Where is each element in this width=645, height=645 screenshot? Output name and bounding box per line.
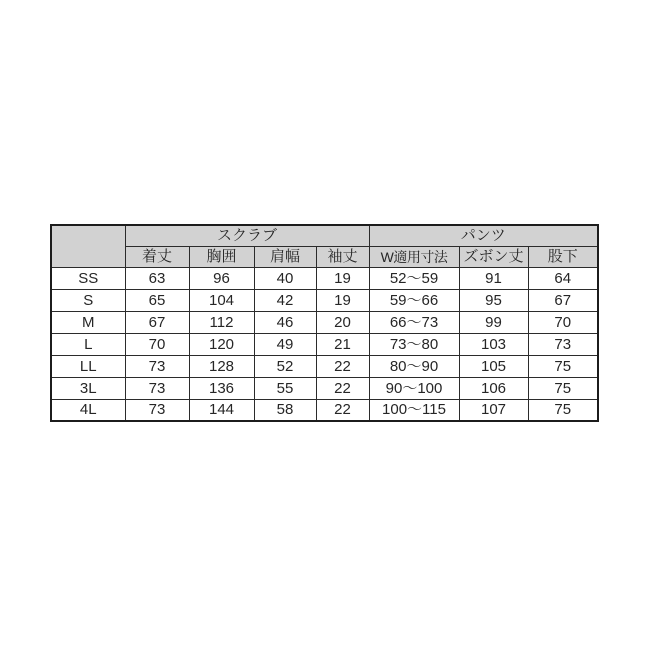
table-cell: 103	[459, 333, 528, 355]
table-cell: 46	[254, 311, 316, 333]
table-cell: 67	[125, 311, 189, 333]
table-cell: 75	[528, 399, 598, 421]
column-header-kyoui: 胸囲	[189, 246, 254, 267]
size-spec-table	[50, 224, 599, 422]
table-cell: 40	[254, 267, 316, 289]
table-cell: 42	[254, 289, 316, 311]
table-cell: 67	[528, 289, 598, 311]
table-cell: 70	[528, 311, 598, 333]
column-header-w-range: W適用寸法	[369, 246, 459, 267]
table-cell: 49	[254, 333, 316, 355]
table-cell: 58	[254, 399, 316, 421]
table-cell: 59〜66	[369, 289, 459, 311]
table-cell: 66〜73	[369, 311, 459, 333]
table-cell: 73〜80	[369, 333, 459, 355]
table-cell: 107	[459, 399, 528, 421]
column-header-kitake: 着丈	[125, 246, 189, 267]
table-cell: 22	[316, 355, 369, 377]
table-cell: 70	[125, 333, 189, 355]
table-cell: 104	[189, 289, 254, 311]
table-body	[51, 267, 598, 421]
column-header-sodetake: 袖丈	[316, 246, 369, 267]
table-row	[51, 399, 598, 421]
group-header-scrub: スクラブ	[125, 225, 369, 246]
column-header-zubontake: ズボン丈	[459, 246, 528, 267]
table-cell: 65	[125, 289, 189, 311]
table-row	[51, 333, 598, 355]
table-row	[51, 311, 598, 333]
table-row	[51, 355, 598, 377]
table-cell: 80〜90	[369, 355, 459, 377]
group-header-pants: パンツ	[369, 225, 598, 246]
table-cell: 55	[254, 377, 316, 399]
table-cell: 91	[459, 267, 528, 289]
column-header-row	[51, 246, 598, 267]
table-cell: 100〜115	[369, 399, 459, 421]
table-cell: 96	[189, 267, 254, 289]
table-cell: 75	[528, 377, 598, 399]
table-cell: 112	[189, 311, 254, 333]
table-cell: 73	[528, 333, 598, 355]
table-row	[51, 267, 598, 289]
table-header	[51, 225, 598, 267]
table-cell: 73	[125, 355, 189, 377]
table-cell: 52	[254, 355, 316, 377]
table-cell: 75	[528, 355, 598, 377]
table-cell: 95	[459, 289, 528, 311]
size-label: SS	[51, 267, 125, 289]
column-header-katahaba: 肩幅	[254, 246, 316, 267]
corner-cell	[51, 225, 125, 267]
group-header-row	[51, 225, 598, 246]
table-cell: 105	[459, 355, 528, 377]
table-cell: 52〜59	[369, 267, 459, 289]
table-cell: 120	[189, 333, 254, 355]
table-cell: 73	[125, 377, 189, 399]
table-cell: 128	[189, 355, 254, 377]
table-cell: 73	[125, 399, 189, 421]
size-label: L	[51, 333, 125, 355]
size-label: 4L	[51, 399, 125, 421]
table-cell: 19	[316, 289, 369, 311]
size-label: M	[51, 311, 125, 333]
size-label: LL	[51, 355, 125, 377]
table-cell: 144	[189, 399, 254, 421]
size-label: 3L	[51, 377, 125, 399]
table-cell: 136	[189, 377, 254, 399]
table-cell: 22	[316, 399, 369, 421]
table-cell: 63	[125, 267, 189, 289]
size-label: S	[51, 289, 125, 311]
table-cell: 99	[459, 311, 528, 333]
table-cell: 19	[316, 267, 369, 289]
table-row	[51, 377, 598, 399]
table-cell: 21	[316, 333, 369, 355]
column-header-matashita: 股下	[528, 246, 598, 267]
table-cell: 106	[459, 377, 528, 399]
table-row	[51, 289, 598, 311]
table-cell: 90〜100	[369, 377, 459, 399]
table-cell: 20	[316, 311, 369, 333]
table-cell: 22	[316, 377, 369, 399]
table-cell: 64	[528, 267, 598, 289]
